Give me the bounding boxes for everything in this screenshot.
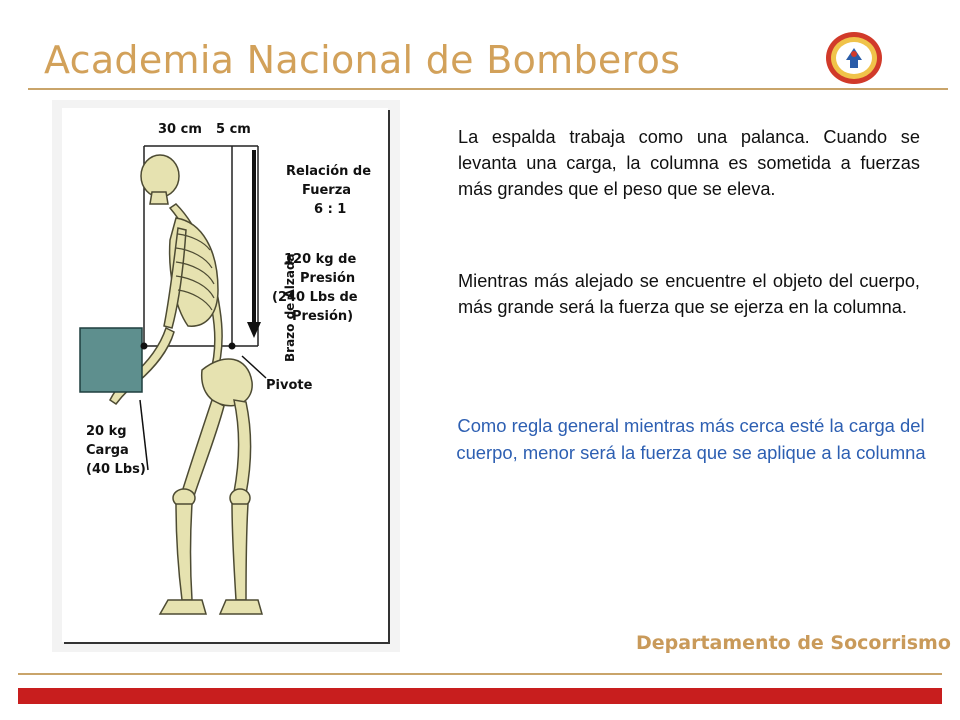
pressure-label-line-4: Presión) bbox=[292, 309, 354, 324]
load-label-line-3: (40 Lbs) bbox=[86, 462, 146, 477]
footer-bar bbox=[18, 688, 942, 704]
pressure-label-line-1: 120 kg de bbox=[284, 252, 357, 267]
paragraph-lever: La espalda trabaja como una palanca. Cuando se levanta una carga, la columna es sometida a fuerzas más grandes que el peso que se eleva. bbox=[458, 127, 920, 199]
general-rule-note: Como regla general mientras más cerca esté la carga del cuerpo, menor será la fuerza que se aplique a la columna bbox=[456, 415, 926, 463]
load-label-line-2: Carga bbox=[86, 443, 129, 458]
bomberos-seal-icon bbox=[824, 30, 884, 86]
load-label-line-1: 20 kg bbox=[86, 424, 127, 439]
pressure-label-line-3: (240 Lbs de bbox=[272, 290, 358, 305]
paragraph-distance: Mientras más alejado se encuentre el objeto del cuerpo, más grande será la fuerza que se ejerza en la columna. bbox=[458, 271, 920, 317]
dimension-left-label: 30 cm bbox=[158, 122, 202, 137]
title-rule bbox=[28, 88, 948, 90]
department-label: Departamento de Socorrismo bbox=[636, 632, 951, 654]
pivot-label: Pivote bbox=[266, 378, 313, 393]
relation-label-line-2: Fuerza bbox=[302, 183, 352, 198]
arm-label: Brazo de Alzada bbox=[283, 253, 297, 362]
relation-label-line-1: Relación de bbox=[286, 164, 372, 179]
footer-rule bbox=[18, 673, 942, 675]
dimension-right-label: 5 cm bbox=[216, 122, 251, 137]
slide-title: Academia Nacional de Bomberos bbox=[44, 38, 681, 82]
relation-label-line-3: 6 : 1 bbox=[314, 202, 347, 217]
lever-diagram bbox=[52, 100, 400, 652]
pressure-label-line-2: Presión bbox=[300, 271, 356, 286]
